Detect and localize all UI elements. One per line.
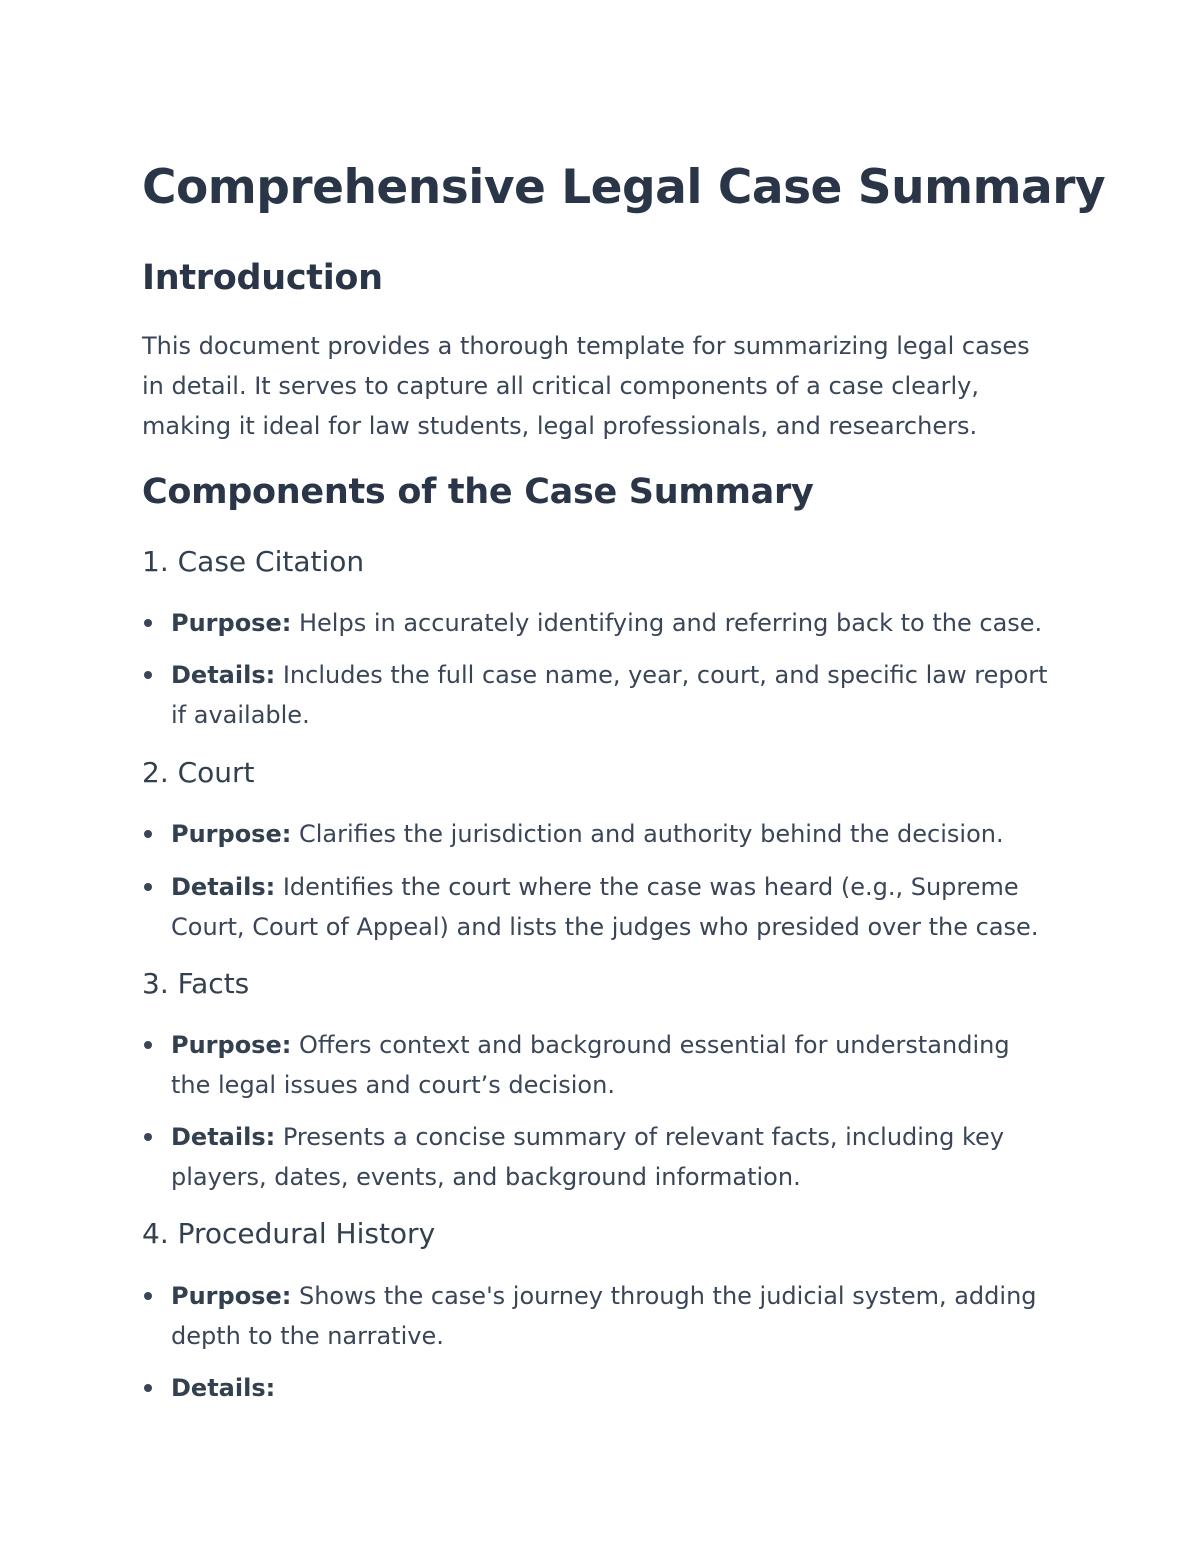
purpose-text: the legal issues and court’s decision. (171, 1071, 615, 1099)
details-text: players, dates, events, and background information. (171, 1163, 801, 1191)
purpose-label: Purpose: (171, 609, 292, 637)
section-heading-procedural-history: 4. Procedural History (142, 1217, 436, 1250)
components-heading: Components of the Case Summary (142, 472, 814, 512)
introduction-line: making it ideal for law students, legal professionals, and researchers. (142, 412, 978, 440)
bullet-icon (144, 1041, 152, 1049)
document-title: Comprehensive Legal Case Summary (142, 160, 1106, 215)
bullet-icon (144, 671, 152, 679)
bullet-icon (144, 1292, 152, 1300)
details-label: Details: (171, 1374, 276, 1402)
section-heading-facts: 3. Facts (142, 967, 250, 1000)
bullet-icon (144, 883, 152, 891)
introduction-paragraph (142, 326, 1062, 446)
purpose-text: Helps in accurately identifying and referring back to the case. (298, 609, 1043, 637)
bullet-icon (144, 619, 152, 627)
purpose-label: Purpose: (171, 820, 292, 848)
purpose-text: Offers context and background essential for understanding (298, 1031, 1010, 1059)
details-text: if available. (171, 701, 310, 729)
introduction-heading: Introduction (142, 258, 383, 298)
details-text: Includes the full case name, year, court, and specific law report (282, 661, 1048, 689)
details-label: Details: (171, 661, 276, 689)
purpose-text: depth to the narrative. (171, 1322, 444, 1350)
bullet-icon (144, 830, 152, 838)
purpose-text: Shows the case's journey through the judicial system, adding (298, 1282, 1037, 1310)
details-text: Identifies the court where the case was heard (e.g., Supreme (282, 873, 1019, 901)
purpose-label: Purpose: (171, 1282, 292, 1310)
details-label: Details: (171, 1123, 276, 1151)
details-label: Details: (171, 873, 276, 901)
details-text: Court, Court of Appeal) and lists the judges who presided over the case. (171, 913, 1039, 941)
section-heading-case-citation: 1. Case Citation (142, 545, 365, 578)
section-heading-court: 2. Court (142, 756, 255, 789)
bullet-icon (144, 1133, 152, 1141)
bullet-icon (144, 1384, 152, 1392)
introduction-line: This document provides a thorough template for summarizing legal cases (142, 332, 1030, 360)
details-text: Presents a concise summary of relevant facts, including key (282, 1123, 1005, 1151)
introduction-line: in detail. It serves to capture all critical components of a case clearly, (142, 372, 979, 400)
purpose-text: Clarifies the jurisdiction and authority behind the decision. (298, 820, 1004, 848)
purpose-label: Purpose: (171, 1031, 292, 1059)
